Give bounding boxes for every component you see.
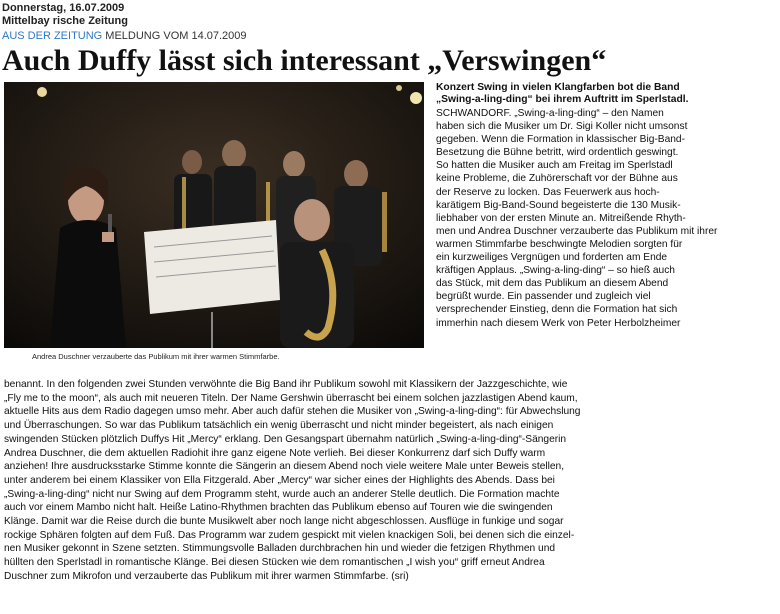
article-subheadline [436,82,772,106]
column-line: haben sich die Musiker um Dr. Sigi Koller nicht umsonst [436,121,688,133]
column-line: das Stück, mit dem das Publikum an diesem Abend [436,278,669,290]
photo-caption: Andrea Duschner verzauberte das Publikum mit ihrer warmen Stimmfarbe. [32,352,280,361]
column-line: men und Andrea Duschner verzauberte das Publikum mit ihrer [436,225,718,237]
body-line: rockige Sphären folgten auf dem Fuß. Das Programm war zudem gespickt mit vielen knackigen Soli, bei denen sich die einzel- [4,529,575,541]
column-line: begrüßt wurde. Ein passender und zugleich viel [436,291,651,303]
article-body [4,378,776,584]
body-line: „Swing-a-ling-ding“ nicht nur Swing auf dem Programm steht, wurde auch an anderer Stelle deutlich. Die Formation machte [4,488,560,500]
body-line: anziehen! Ihre ausdrucksstarke Stimme konnte die Sängerin an diesem Abend noch viele weitere Male unter Beweis stellen, [4,461,565,473]
publication-date: Donnerstag, 16.07.2009 [2,2,125,14]
body-line: hüllten den Sperlstadl in romantische Klänge. Bei diesen Stücken wie dem romantischen „I wish you“ griff erneut Andrea [4,557,545,569]
column-line: So hatten die Musiker auch am Freitag im Sperlstadl [436,160,673,172]
subhead-line: „Swing-a-ling-ding“ bei ihrem Auftritt im Sperlstadl. [436,94,689,105]
column-line: ein kurzweiliges Vergnügen und forderten am Ende [436,252,668,264]
report-date: MELDUNG VOM 14.07.2009 [102,30,247,42]
body-line: auch vor einem Mambo nicht halt. Heiße Latino-Rhythmen brachten das Publikum ebenso auf Touren wie die swingenden [4,502,553,514]
article-headline: Auch Duffy lässt sich interessant „Verswingen“ [2,44,607,77]
article-photo [4,82,424,348]
column-text [436,107,772,330]
column-line: gegeben. Wenn die Formation in klassischer Big-Band- [436,134,685,146]
newspaper-name: Mittelbay rische Zeitung [2,15,128,27]
body-line: benannt. In den folgenden zwei Stunden verwöhnte die Big Band ihr Publikum sowohl mit Klassikern der Jazzgeschichte, wie [4,379,568,390]
body-line: und Überraschungen. So war das Publikum tatsächlich ein wenig überrascht und nicht minder begeistert, als nach einigen [4,420,554,432]
body-line: „Fly me to the moon“, als auch mit neueren Titeln. Der Name Gershwin überrascht bei einem solchen jazzlastigen Abend kaum, [4,392,578,404]
body-line: swingenden Stücken plötzlich Duffys Hit „Mercy“ erklang. Den Gesangspart übernahm natürlich „Swing-a-ling-ding“-Sängerin [4,433,567,445]
column-line: karätigem Big-Band-Sound begeisterte die 130 Musik- [436,199,681,211]
body-line: unter anderem bei einem Klassiker von Ella Fitzgerald. Aber „Mercy“ war sicher eines der Highlights des Abends. Dass bei [4,474,555,486]
body-line: Andrea Duschner, die dem aktuellen Radiohit ihre ganz eigene Note verlieh. Bei dieser Konkurrenz darf sich Duffy warm [4,447,546,459]
body-line: nen Musiker gekonnt in Szene setzten. Stimmungsvolle Balladen durchbrachen hin und wieder die fetzigen Rhythmen und [4,543,556,555]
column-line: SCHWANDORF. „Swing-a-ling-ding“ – den Namen [436,108,664,119]
section-link[interactable]: AUS DER ZEITUNG [2,30,103,42]
body-line: Klänge. Damit war die Reise durch die bunte Musikwelt aber noch lange nicht abgeschlossen. Ausflüge in funkige und sogar [4,516,564,528]
column-line: kräftigen Applaus. „Swing-a-ling-ding“ – so hieß auch [436,265,675,277]
column-line: keine Probleme, die Zuhörerschaft vor der Bühne aus [436,173,678,185]
column-line: immerhin nach diesem Werk von Peter Herbolzheimer [436,317,681,329]
right-column [436,82,772,330]
subhead-line: Konzert Swing in vielen Klangfarben bot die Band [436,82,680,93]
column-line: Besetzung die Bühne betritt, wird ordentlich geswingt. [436,147,679,159]
column-line: versprechender Einstieg, denn die Formation hat sich [436,304,678,316]
section-line [2,30,247,42]
column-line: warmen Stimmfarbe beschwingte Melodien sorgten für [436,238,683,250]
column-line: liebhaber von der ersten Minute an. Mitreißende Rhyth- [436,212,686,224]
body-line: Duschner zum Mikrofon und verzauberte das Publikum mit ihrer warmen Stimmfarbe. (sri) [4,570,409,582]
column-line: der Reserve zu locken. Das Feuerwerk aus hoch- [436,186,660,198]
body-line: aktuelle Hits aus dem Radio dagegen umso mehr. Aber auch dafür stehen die Musiker von „Swing-a-ling-ding“: für Abwechslung [4,406,581,418]
